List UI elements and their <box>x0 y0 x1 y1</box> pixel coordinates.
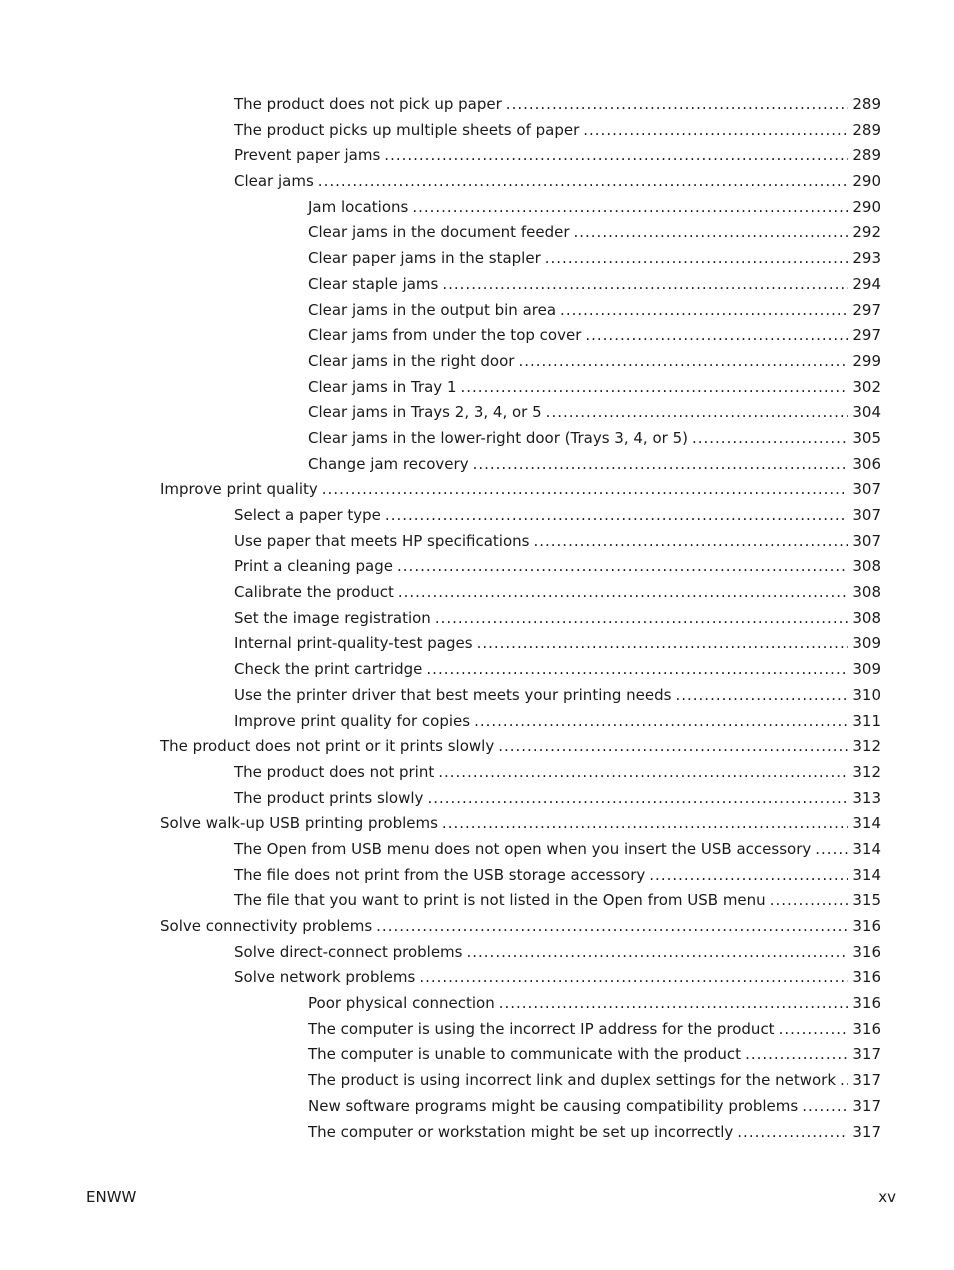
toc-dot-leader <box>545 246 849 272</box>
toc-entry-page: 313 <box>852 788 881 807</box>
toc-entry-title: Clear staple jams <box>308 274 439 293</box>
footer-label: ENWW <box>86 1188 137 1206</box>
toc-entry-title: Solve walk-up USB printing problems <box>160 814 438 833</box>
toc-entry-page: 308 <box>852 608 881 627</box>
toc-entry[interactable] <box>308 991 881 1017</box>
toc-entry[interactable] <box>308 1017 881 1043</box>
toc-entry[interactable] <box>234 837 881 863</box>
table-of-contents <box>0 92 954 1145</box>
toc-dot-leader <box>477 631 849 657</box>
toc-entry[interactable] <box>234 965 881 991</box>
toc-entry-title: The product does not pick up paper <box>234 95 502 113</box>
toc-dot-leader <box>466 940 848 966</box>
toc-entry-title: The computer is using the incorrect IP address for the product <box>308 1019 775 1038</box>
toc-dot-leader <box>583 118 848 144</box>
toc-entry[interactable] <box>308 1120 881 1146</box>
toc-entry-page: 312 <box>852 737 881 756</box>
toc-entry-title: Calibrate the product <box>234 583 394 602</box>
toc-dot-leader <box>518 349 848 375</box>
toc-entry[interactable] <box>234 529 881 555</box>
toc-dot-leader <box>573 220 848 246</box>
toc-entry-page: 316 <box>852 1019 881 1038</box>
toc-entry-title: Clear jams from under the top cover <box>308 326 582 345</box>
toc-dot-leader <box>779 1017 849 1043</box>
toc-entry-title: The product does not print or it prints slowly <box>160 737 495 756</box>
toc-entry[interactable] <box>308 1094 881 1120</box>
toc-dot-leader <box>397 554 848 580</box>
toc-dot-leader <box>692 426 848 452</box>
toc-entry-page: 306 <box>852 454 881 473</box>
toc-dot-leader <box>322 477 849 503</box>
toc-dot-leader <box>499 991 849 1017</box>
toc-entry-title: The Open from USB menu does not open when you insert the USB accessory <box>234 839 812 858</box>
toc-entry[interactable] <box>234 657 881 683</box>
toc-entry[interactable] <box>308 298 881 324</box>
toc-entry-title: The product is using incorrect link and duplex settings for the network <box>308 1071 837 1090</box>
toc-entry[interactable] <box>308 452 881 478</box>
toc-entry-page: 316 <box>852 994 881 1013</box>
toc-entry-page: 294 <box>852 274 881 293</box>
toc-entry[interactable] <box>308 426 881 452</box>
toc-entry-page: 297 <box>852 326 881 345</box>
toc-dot-leader <box>435 606 849 632</box>
toc-entry-title: Set the image registration <box>234 608 431 627</box>
toc-entry-page: 293 <box>852 249 881 268</box>
toc-dot-leader <box>376 914 848 940</box>
toc-entry[interactable] <box>234 580 881 606</box>
toc-dot-leader <box>585 323 848 349</box>
toc-entry-page: 309 <box>852 660 881 679</box>
toc-entry-title: Use paper that meets HP specifications <box>234 531 530 550</box>
toc-entry-title: Clear jams in the right door <box>308 351 515 370</box>
toc-entry-title: Clear jams in the output bin area <box>308 300 557 319</box>
toc-entry[interactable] <box>234 631 881 657</box>
toc-entry[interactable] <box>234 786 881 812</box>
toc-entry-title: Improve print quality <box>160 480 318 499</box>
toc-entry[interactable] <box>160 811 881 837</box>
toc-entry-title: Solve direct-connect problems <box>234 942 463 961</box>
toc-entry[interactable] <box>234 606 881 632</box>
toc-entry-title: Clear jams in Tray 1 <box>308 377 457 396</box>
toc-dot-leader <box>815 837 848 863</box>
toc-entry-title: The computer is unable to communicate with the product <box>308 1045 742 1064</box>
toc-dot-leader <box>675 683 848 709</box>
toc-dot-leader <box>419 965 848 991</box>
toc-dot-leader <box>461 375 849 401</box>
toc-entry-page: 308 <box>852 583 881 602</box>
toc-entry-page: 316 <box>852 968 881 987</box>
toc-entry-page: 309 <box>852 634 881 653</box>
toc-entry[interactable] <box>234 143 881 169</box>
toc-entry-page: 302 <box>852 377 881 396</box>
toc-entry-title: The product does not print <box>234 762 435 781</box>
toc-entry[interactable] <box>234 92 881 118</box>
toc-entry-page: 317 <box>852 1045 881 1064</box>
toc-entry-page: 307 <box>852 531 881 550</box>
toc-entry-title: Check the print cartridge <box>234 660 423 679</box>
toc-entry-page: 316 <box>852 917 881 935</box>
toc-entry-title: Use the printer driver that best meets your printing needs <box>234 685 672 704</box>
toc-dot-leader <box>802 1094 848 1120</box>
toc-entry-page: 316 <box>852 942 881 961</box>
toc-dot-leader <box>438 760 848 786</box>
toc-entry-title: Clear jams <box>234 172 314 191</box>
toc-entry-title: Internal print-quality-test pages <box>234 634 473 653</box>
toc-entry-page: 292 <box>852 223 881 242</box>
toc-entry[interactable] <box>234 118 881 144</box>
toc-entry[interactable] <box>234 709 881 735</box>
toc-dot-leader <box>560 298 848 324</box>
toc-entry-title: Jam locations <box>308 197 409 216</box>
toc-entry[interactable] <box>308 323 881 349</box>
toc-entry[interactable] <box>234 503 881 529</box>
toc-entry-title: Change jam recovery <box>308 454 469 473</box>
toc-entry-page: 314 <box>852 865 881 884</box>
toc-entry[interactable] <box>234 554 881 580</box>
toc-entry[interactable] <box>308 375 881 401</box>
toc-dot-leader <box>840 1068 848 1094</box>
toc-entry-title: Clear jams in the lower-right door (Trays 3, 4, or 5) <box>308 428 688 447</box>
toc-entry[interactable] <box>234 940 881 966</box>
toc-dot-leader <box>745 1042 848 1068</box>
toc-entry[interactable] <box>308 349 881 375</box>
page-number: xv <box>878 1188 896 1206</box>
toc-entry[interactable] <box>160 477 881 503</box>
toc-entry-page: 317 <box>852 1096 881 1115</box>
toc-dot-leader <box>442 272 848 298</box>
toc-entry[interactable] <box>234 169 881 195</box>
toc-entry-page: 290 <box>852 172 881 191</box>
toc-entry-page: 305 <box>852 428 881 447</box>
toc-entry-page: 307 <box>852 506 881 524</box>
toc-dot-leader <box>384 143 848 169</box>
toc-entry-page: 297 <box>852 300 881 319</box>
toc-entry-page: 311 <box>852 711 881 730</box>
toc-entry-title: Prevent paper jams <box>234 146 381 165</box>
toc-dot-leader <box>498 734 848 760</box>
toc-entry-title: Poor physical connection <box>308 994 495 1013</box>
toc-entry-page: 289 <box>852 95 881 113</box>
toc-entry-page: 304 <box>852 403 881 422</box>
toc-dot-leader <box>506 92 849 118</box>
toc-entry-title: Solve connectivity problems <box>160 917 373 935</box>
toc-entry[interactable] <box>308 400 881 426</box>
toc-dot-leader <box>546 400 849 426</box>
toc-entry[interactable] <box>234 888 881 914</box>
toc-entry-page: 312 <box>852 762 881 781</box>
toc-dot-leader <box>427 786 848 812</box>
toc-dot-leader <box>318 169 849 195</box>
toc-entry[interactable] <box>308 195 881 221</box>
toc-entry[interactable] <box>234 683 881 709</box>
toc-dot-leader <box>649 863 848 889</box>
toc-entry-page: 317 <box>852 1122 881 1141</box>
toc-entry[interactable] <box>234 760 881 786</box>
toc-dot-leader <box>473 452 849 478</box>
toc-entry-title: The computer or workstation might be set up incorrectly <box>308 1122 734 1141</box>
toc-entry-page: 290 <box>852 197 881 216</box>
toc-entry[interactable] <box>308 1068 881 1094</box>
toc-dot-leader <box>770 888 849 914</box>
toc-entry-title: Clear paper jams in the stapler <box>308 249 541 268</box>
toc-entry-title: The file does not print from the USB storage accessory <box>234 865 646 884</box>
toc-entry-page: 307 <box>852 480 881 499</box>
toc-dot-leader <box>398 580 849 606</box>
toc-entry-title: The product prints slowly <box>234 788 424 807</box>
toc-dot-leader <box>385 503 848 529</box>
toc-dot-leader <box>533 529 848 555</box>
toc-entry-title: Select a paper type <box>234 506 381 524</box>
toc-entry-page: 310 <box>852 685 881 704</box>
toc-entry-title: New software programs might be causing compatibility problems <box>308 1096 799 1115</box>
toc-entry[interactable] <box>308 1042 881 1068</box>
toc-entry[interactable] <box>308 272 881 298</box>
toc-dot-leader <box>442 811 848 837</box>
toc-dot-leader <box>412 195 848 221</box>
toc-entry-title: Solve network problems <box>234 968 416 987</box>
toc-dot-leader <box>474 709 848 735</box>
toc-entry-page: 317 <box>852 1071 881 1090</box>
toc-entry-page: 299 <box>852 351 881 370</box>
toc-entry-page: 314 <box>852 839 881 858</box>
toc-entry-title: Improve print quality for copies <box>234 711 471 730</box>
toc-dot-leader <box>426 657 848 683</box>
toc-entry-page: 308 <box>852 557 881 576</box>
toc-dot-leader <box>737 1120 848 1146</box>
toc-entry-page: 315 <box>852 891 881 910</box>
toc-entry-page: 289 <box>852 146 881 165</box>
toc-entry[interactable] <box>160 734 881 760</box>
toc-entry-title: Print a cleaning page <box>234 557 394 576</box>
toc-entry-title: The product picks up multiple sheets of paper <box>234 120 580 139</box>
toc-entry-title: Clear jams in the document feeder <box>308 223 570 242</box>
toc-entry[interactable] <box>234 863 881 889</box>
toc-entry[interactable] <box>160 914 881 940</box>
toc-entry[interactable] <box>308 246 881 272</box>
toc-entry-page: 314 <box>852 814 881 833</box>
toc-entry-page: 289 <box>852 120 881 139</box>
toc-entry[interactable] <box>308 220 881 246</box>
toc-entry-title: The file that you want to print is not listed in the Open from USB menu <box>234 891 766 910</box>
toc-entry-title: Clear jams in Trays 2, 3, 4, or 5 <box>308 403 542 422</box>
